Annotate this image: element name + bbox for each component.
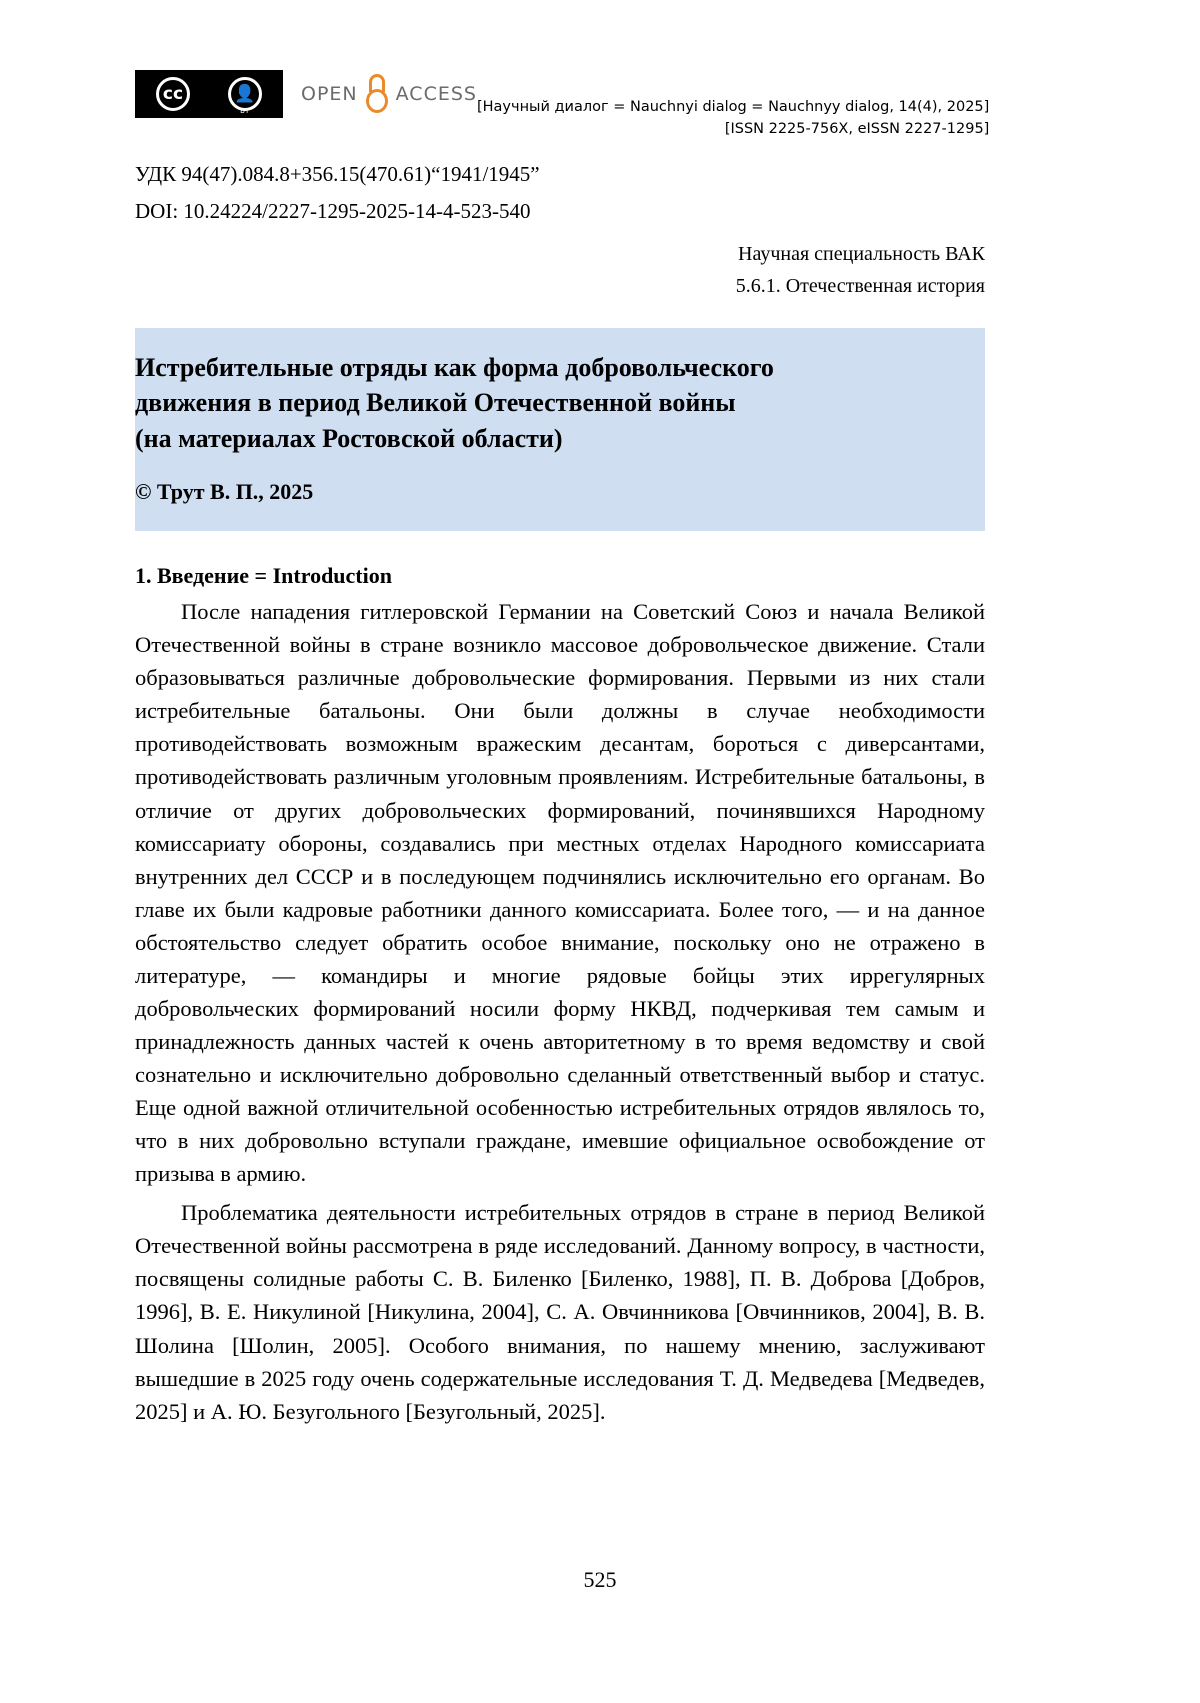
journal-citation xyxy=(477,70,989,141)
section-heading-introduction: 1. Введение = Introduction xyxy=(135,563,392,589)
paragraph-2: Проблематика деятельности истребительных отрядов в стране в период Великой Отечественной войны рассмотрена в ряде исследований. Данному вопросу, в частности, посвящены солидные работы С. В. Биленко [Биленко, 1988], П. В. Доброва [Добров, 1996], В. Е. Никулиной [Никулина, 2004], С. А. Овчинникова [Овчинников, 2004], В. В. Шолина [Шолин, 2005]. Особого внимания, по нашему мнению, заслуживают вышедшие в 2025 году очень содержательные исследования Т. Д. Медведева [Медведев, 2025] и А. Ю. Безугольного [Безугольный, 2025]. xyxy=(135,1200,985,1424)
open-lock-icon xyxy=(364,74,390,114)
open-access-label-open: OPEN xyxy=(301,83,358,105)
identifiers xyxy=(135,156,985,230)
title-line-3: (на материалах Ростовской области) xyxy=(135,424,563,454)
by-person-icon: 👤 BY xyxy=(209,72,281,116)
doi-line: DOI: 10.24224/2227-1295-2025-14-4-523-540 xyxy=(135,198,531,223)
page-title xyxy=(135,350,959,458)
journal-issn-line: [ISSN 2225-756X, eISSN 2227-1295] xyxy=(724,121,990,138)
udk-line: УДК 94(47).084.8+356.15(470.61)“1941/1945” xyxy=(135,162,540,186)
page-number: 525 xyxy=(583,1567,617,1592)
creative-commons-badge xyxy=(135,70,283,118)
page-header xyxy=(135,70,990,138)
vak-specialty xyxy=(135,238,985,302)
page-content xyxy=(135,70,990,1428)
title-line-2: движения в период Великой Отечественной войны xyxy=(135,388,736,418)
cc-icon: cc xyxy=(137,72,209,116)
open-access-badge xyxy=(301,74,477,114)
copyright-line: © Трут В. П., 2025 xyxy=(135,479,314,505)
paragraph-1: После нападения гитлеровской Германии на Советский Союз и начала Великой Отечественной войны в стране возникло массовое добровольческое движение. Стали образовываться различные добровольческие формирования. Первыми из них стали истребительные батальоны. Они были должны в случае необходимости противодействовать возможным вражеским десантам, бороться с диверсантами, противодействовать различным уголовным проявлениям. Истребительные батальоны, в отличие от других добровольческих формирований, починявшихся Народному комиссариату обороны, создавались при местных отделах Народного комиссариата внутренних дел СССР и в последующем подчинялись исключительно его органам. Во главе их были кадровые работники данного комиссариата. Более того, — и на данное обстоятельство следует обратить особое внимание, поскольку оно не отражено в литературе, — командиры и многие рядовые бойцы этих иррегулярных добровольческих формирований носили форму НКВД, подчеркивая тем самым и принадлежность данных частей к очень авторитетному в то время ведомству и свой сознательно и исключительно добровольно сделанный ответственный выбор и статус. Еще одной важной отличительной особенностью истребительных отрядов являлось то, что в них добровольно вступали граждане, имевшие официальное освобождение от призыва в армию. xyxy=(135,599,985,1187)
cc-by-label: BY xyxy=(240,107,250,115)
title-block xyxy=(135,328,985,532)
vak-line-1: Научная специальность ВАК xyxy=(738,242,985,265)
title-line-1: Истребительные отряды как форма добровольческого xyxy=(135,352,774,382)
vak-line-2: 5.6.1. Отечественная история xyxy=(735,274,985,297)
open-access-label-access: ACCESS xyxy=(395,83,477,105)
license-badges xyxy=(135,70,477,118)
journal-citation-line: [Научный диалог = Nauchnyi dialog = Nauchnyy dialog, 14(4), 2025] xyxy=(476,99,990,115)
